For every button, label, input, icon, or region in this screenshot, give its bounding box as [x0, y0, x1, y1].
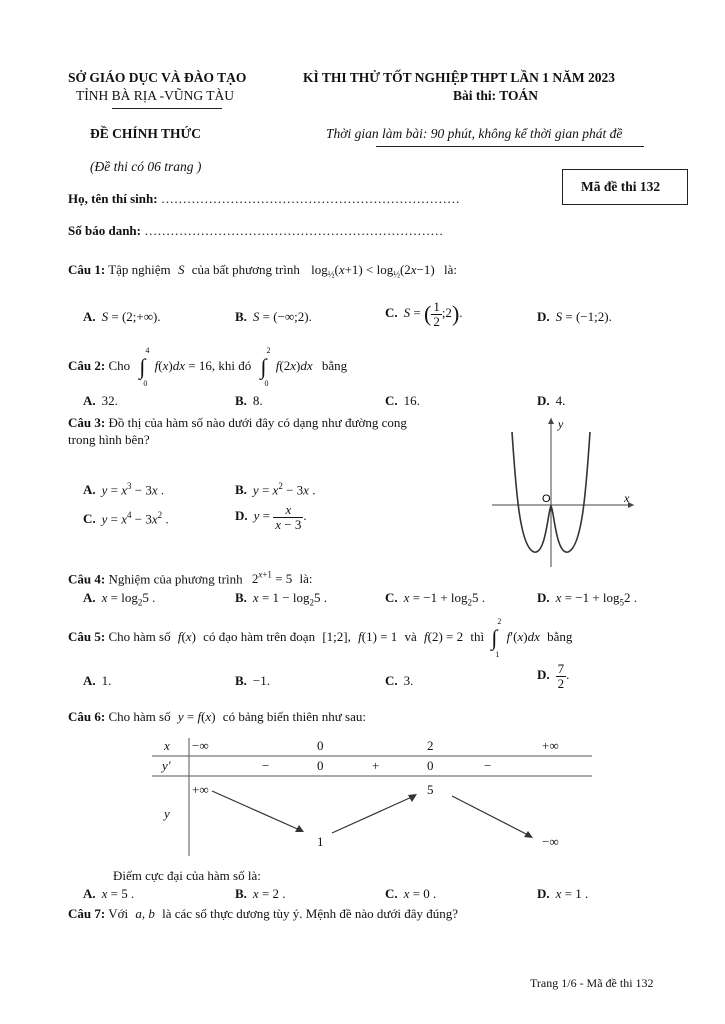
row-x-label: x	[164, 738, 170, 753]
q2-asked: f(2x)dx	[275, 357, 313, 373]
q6-extremum-prompt: Điểm cực đại của hàm số là:	[113, 868, 261, 883]
integral-sign: ∫ 2 0	[260, 346, 271, 388]
q5-then: thì	[470, 628, 485, 644]
arrow-down-2	[452, 796, 530, 836]
question-tail: bằng	[321, 357, 348, 373]
exam-code-box	[562, 169, 688, 205]
q5-option-d[interactable]: D. $\frac{7}{2}$ .	[537, 661, 570, 691]
q4-option-c[interactable]: C. $x = -1 + \log_25$ .	[385, 590, 486, 608]
q1-inequality: $\log_{\frac{1}{2}}(x+1) < \log_{\frac{1}{2}}(2x-1)$	[311, 262, 435, 280]
integral-sign: ∫ 2 1	[491, 617, 502, 659]
question-text: Nghiệm của phương trình	[108, 571, 243, 587]
question-tail: bằng	[547, 628, 573, 644]
q1-option-c[interactable]: C. S = ( $\frac{1}{2}$ ;2).	[385, 299, 463, 329]
y-value: 5	[427, 782, 434, 797]
question-6	[68, 709, 366, 725]
question-text: Cho hàm số	[108, 709, 171, 724]
q3-option-a[interactable]: A. $y = x^3 - 3x$ .	[83, 481, 165, 498]
department-line2: TỈNH BÀ RỊA -VŨNG TÀU	[76, 88, 234, 103]
y-value: +∞	[192, 782, 209, 797]
q5-f1: f(1) = 1	[358, 628, 398, 644]
exam-time: Thời gian làm bài: 90 phút, không kể thời gian phát đề	[326, 126, 623, 141]
candidate-id-dots: ……………………………………………………………	[144, 223, 444, 238]
y-label: y	[558, 417, 564, 431]
variation-table-lines	[152, 736, 592, 856]
yp-value: 0	[317, 758, 324, 773]
q5-f2: f(2) = 2	[424, 628, 464, 644]
q6-option-d[interactable]: D. x = 1 .	[537, 886, 589, 901]
q5-option-b[interactable]: B. −1.	[235, 673, 271, 688]
header-underline-left	[112, 108, 222, 109]
question-label: Câu 1:	[68, 262, 106, 277]
origin-label: O	[542, 493, 551, 505]
question-tail: là các số thực dương tùy ý. Mệnh đề nào dưới đây đúng?	[162, 906, 458, 921]
question-3	[68, 415, 407, 431]
question-vars: a, b	[135, 906, 155, 921]
q3-option-b[interactable]: B. $y = x^2 - 3x$ .	[235, 481, 316, 498]
page-footer: Trang 1/6 - Mã đề thi 132	[530, 976, 654, 990]
q2-option-a[interactable]: A. 32.	[83, 393, 118, 408]
q4-option-d[interactable]: D. $x = -1 + \log_52$ .	[537, 590, 638, 608]
y-axis-arrow-icon	[548, 418, 554, 424]
q3-graph	[488, 412, 638, 572]
x-value: 2	[427, 738, 434, 753]
question-text: Với	[108, 906, 129, 921]
q1-option-a[interactable]: A. S = (2;+∞).	[83, 309, 161, 324]
arrow-head-icon	[524, 831, 533, 838]
question-4	[68, 570, 313, 587]
q6-option-b[interactable]: B. x = 2 .	[235, 886, 286, 901]
q5-interval: [1;2],	[322, 628, 351, 644]
question-7	[68, 906, 458, 922]
yp-value: +	[372, 758, 380, 773]
exam-subject: Bài thi: TOÁN	[453, 88, 539, 103]
x-label: x	[624, 491, 630, 505]
q1-option-d[interactable]: D. S = (−1;2).	[537, 309, 612, 324]
q5-and: và	[404, 628, 417, 644]
row-yprime-label: y′	[162, 758, 171, 773]
q5-integrand: f′(x)dx	[506, 628, 540, 644]
question-label: Câu 5:	[68, 628, 106, 644]
q5-option-a[interactable]: A. 1.	[83, 673, 112, 688]
x-value: +∞	[542, 738, 559, 753]
department-line1: SỞ GIÁO DỤC VÀ ĐÀO TẠO	[68, 70, 247, 85]
q5-function: f(x)	[177, 628, 196, 644]
question-tail: là:	[299, 571, 313, 587]
exam-code: Mã đề thi 132	[581, 179, 661, 194]
x-value: −∞	[192, 738, 209, 753]
q5-option-c[interactable]: C. 3.	[385, 673, 414, 688]
q2-option-c[interactable]: C. 16.	[385, 393, 420, 408]
row-y-label: y	[164, 806, 170, 821]
q4-option-a[interactable]: A. $x = \log_25$ .	[83, 590, 156, 608]
yp-value: −	[484, 758, 492, 773]
question-text: Tập nghiệm	[108, 262, 171, 277]
integral-sign: ∫ 4 0	[139, 346, 150, 388]
q1-option-b[interactable]: B. S = (−∞;2).	[235, 309, 312, 324]
header-underline-right	[376, 146, 644, 147]
official-label: ĐỀ CHÍNH THỨC	[90, 126, 202, 141]
q6-option-a[interactable]: A. x = 5 .	[83, 886, 135, 901]
q2-option-b[interactable]: B. 8.	[235, 393, 263, 408]
question-label: Câu 4:	[68, 571, 106, 587]
y-value: 1	[317, 834, 324, 849]
q2-given: f(x)dx = 16	[154, 357, 212, 373]
yp-value: −	[262, 758, 270, 773]
candidate-name-line	[68, 191, 460, 207]
candidate-id-line	[68, 223, 443, 239]
q4-equation: $2^{x+1} = 5$	[251, 570, 293, 587]
question-label: Câu 6:	[68, 709, 106, 724]
q3-option-c[interactable]: C. $y = x^4 - 3x^2$ .	[83, 510, 169, 527]
q6-option-c[interactable]: C. x = 0 .	[385, 886, 437, 901]
question-mid: , khi đó	[211, 357, 252, 373]
question-var: S	[177, 262, 185, 277]
candidate-name-label: Họ, tên thí sinh:	[68, 191, 158, 206]
q3-option-d[interactable]: D. y = $\frac{x}{x - 3}$ .	[235, 502, 307, 532]
q2-option-d[interactable]: D. 4.	[537, 393, 566, 408]
question-tail: là:	[444, 262, 457, 277]
arrow-down-1	[212, 791, 302, 831]
arrow-up	[332, 796, 414, 833]
y-value: −∞	[542, 834, 559, 849]
variation-table	[152, 736, 592, 856]
question-text: Đồ thị của hàm số nào dưới đây có dạng như đường cong	[108, 415, 407, 430]
question-1	[68, 262, 457, 280]
exam-title: KÌ THI THỬ TỐT NGHIỆP THPT LẦN 1 NĂM 2023	[303, 70, 615, 85]
pages-note: (Đề thi có 06 trang )	[90, 159, 202, 174]
question-text: Cho hàm số	[108, 628, 171, 644]
question-text: của bất phương trình	[191, 262, 300, 277]
q4-option-b[interactable]: B. $x = 1 - \log_25$ .	[235, 590, 327, 608]
question-tail: có bảng biến thiên như sau:	[222, 709, 366, 724]
question-5	[68, 617, 573, 659]
question-label: Câu 3:	[68, 415, 106, 430]
question-label: Câu 7:	[68, 906, 106, 921]
question-text: có đạo hàm trên đoạn	[203, 628, 316, 644]
x-value: 0	[317, 738, 324, 753]
question-3-line2: trong hình bên?	[68, 432, 150, 447]
q6-function: y = f(x)	[177, 709, 216, 724]
candidate-id-label: Số báo danh:	[68, 223, 141, 238]
candidate-name-dots: ……………………………………………………………	[160, 191, 460, 206]
question-label: Câu 2:	[68, 357, 106, 373]
question-2	[68, 346, 348, 388]
yp-value: 0	[427, 758, 434, 773]
question-text: Cho	[108, 357, 131, 373]
